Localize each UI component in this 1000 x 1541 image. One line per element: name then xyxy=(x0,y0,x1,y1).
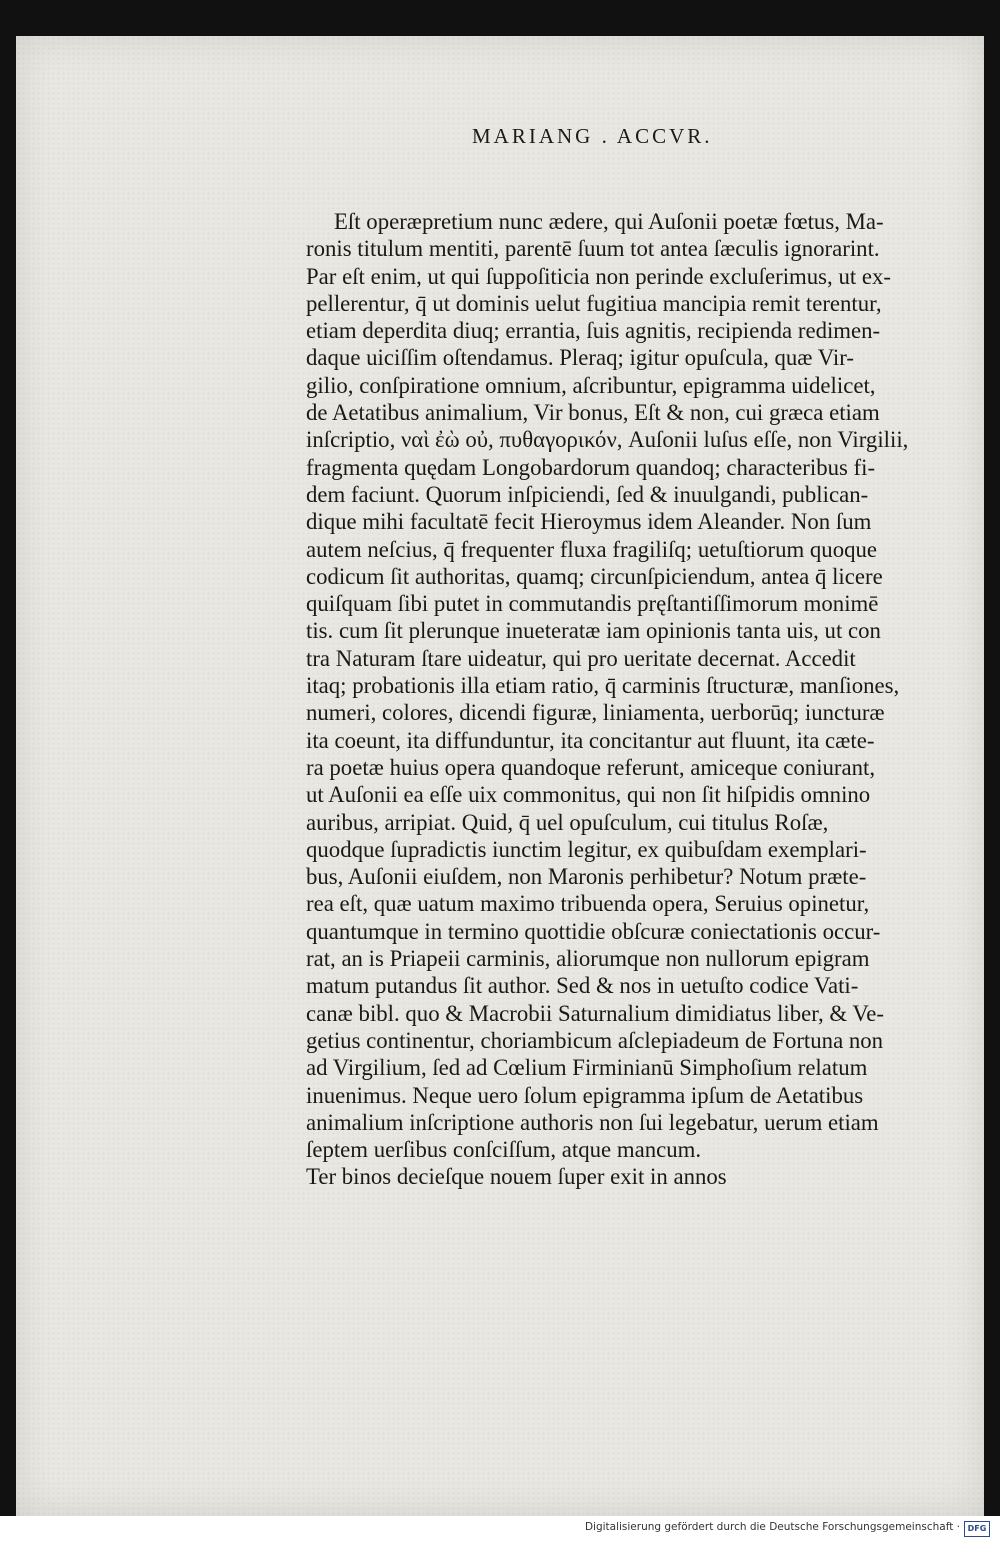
text-line: de Aetatibus animalium, Vir bonus, Eſt & non, cui græca etiam xyxy=(306,400,880,426)
text-line: ita coeunt, ita diffunduntur, ita concitantur aut fluunt, ita cæte- xyxy=(306,727,875,753)
text-line: quodque ſupradictis iunctim legitur, ex quibuſdam exemplari- xyxy=(306,836,867,862)
text-line: ut Auſonii ea eſſe uix commonitus, qui non ſit hiſpidis omnino xyxy=(306,782,871,808)
dfg-logo-icon: DFG xyxy=(964,1521,990,1537)
text-line: rat, an is Priapeii carminis, aliorumque non nullorum epigram xyxy=(306,946,870,972)
text-line: ronis titulum mentiti, parentē ſuum tot antea ſæculis ignorarint. xyxy=(306,236,880,262)
text-line: bus, Auſonii eiuſdem, non Maronis perhibetur? Notum præte- xyxy=(306,864,867,890)
text-line: Par eſt enim, ut qui ſuppoſiticia non perinde excluſerimus, ut ex- xyxy=(306,263,891,289)
text-line: rea eſt, quæ uatum maximo tribuenda opera, Seruius opinetur, xyxy=(306,891,870,917)
text-line: dem faciunt. Quorum inſpiciendi, ſed & inuulgandi, publican- xyxy=(306,481,869,507)
text-line: ad Virgilium, ſed ad Cœlium Firminianū Simphoſium relatum xyxy=(306,1055,868,1081)
text-line: etiam deperdita diuq; errantia, ſuis agnitis, recipienda redimen- xyxy=(306,318,881,344)
text-line: quiſquam ſibi putet in commutandis pręſtantiſſimorum monimē xyxy=(306,591,879,617)
text-line: itaq; probationis illa etiam ratio, q̄ carminis ſtructuræ, manſiones, xyxy=(306,673,900,699)
running-head: MARIANG . ACCVR. xyxy=(472,124,713,148)
text-line: getius continentur, choriambicum aſclepiadeum de Fortuna non xyxy=(306,1027,884,1053)
text-line: pellerentur, q̄ ut dominis uelut fugitiua mancipia remit terentur, xyxy=(306,290,882,316)
footer-bar xyxy=(0,1516,1000,1541)
text-line: ſeptem uerſibus conſciſſum, atque mancum. xyxy=(306,1137,702,1163)
text-line: daque uiciſſim oſtendamus. Pleraq; igitur opuſcula, quæ Vir- xyxy=(306,345,854,371)
text-line: inuenimus. Neque uero ſolum epigramma ipſum de Aetatibus xyxy=(306,1082,864,1108)
funding-credit: Digitalisierung gefördert durch die Deutsche Forschungsgemeinschaft · xyxy=(584,1521,960,1533)
text-line: auribus, arripiat. Quid, q̄ uel opuſculum, cui titulus Roſæ, xyxy=(306,809,829,835)
text-line: autem neſcius, q̄ frequenter fluxa fragiliſq; uetuſtiorum quoque xyxy=(306,536,878,562)
text-line: gilio, conſpiratione omnium, aſcribuntur, epigramma uidelicet, xyxy=(306,372,876,398)
text-line: codicum ſit authoritas, quamq; circunſpiciendum, antea q̄ licere xyxy=(306,563,883,589)
text-line: Eſt operæpretium nunc ædere, qui Auſonii poetæ fœtus, Ma- xyxy=(334,209,884,234)
text-line: inſcriptio, ναὶ ἐὼ οὐ, πυθαγορικόν, Auſonii luſus eſſe, non Virgilii, xyxy=(306,427,909,453)
text-line: fragmenta quędam Longobardorum quandoq; characteribus fi- xyxy=(306,454,876,480)
text-line: numeri, colores, dicendi figuræ, liniamenta, uerborūq; iuncturæ xyxy=(306,700,885,726)
body-text xyxy=(306,208,956,1191)
text-line: canæ bibl. quo & Macrobii Saturnalium dimidiatus liber, & Ve- xyxy=(306,1000,885,1026)
text-line: tra Naturam ſtare uideatur, qui pro ueritate decernat. Accedit xyxy=(306,645,856,671)
text-line: ra poetæ huius opera quandoque referunt, amiceque coniurant, xyxy=(306,754,876,780)
text-line: matum putandus ſit author. Sed & nos in uetuſto codice Vati- xyxy=(306,973,859,999)
text-line: dique mihi facultatē fecit Hieroymus idem Aleander. Non ſum xyxy=(306,509,872,535)
text-line: quantumque in termino quottidie obſcuræ coniectationis occur- xyxy=(306,918,881,944)
verse-line: Ter binos decieſque nouem ſuper exit in annos xyxy=(306,1164,727,1190)
text-line: animalium inſcriptione authoris non ſui legebatur, uerum etiam xyxy=(306,1109,879,1135)
text-line: tis. cum ſit plerunque inueteratæ iam opinionis tanta uis, ut con xyxy=(306,618,881,644)
book-page xyxy=(16,36,984,1516)
